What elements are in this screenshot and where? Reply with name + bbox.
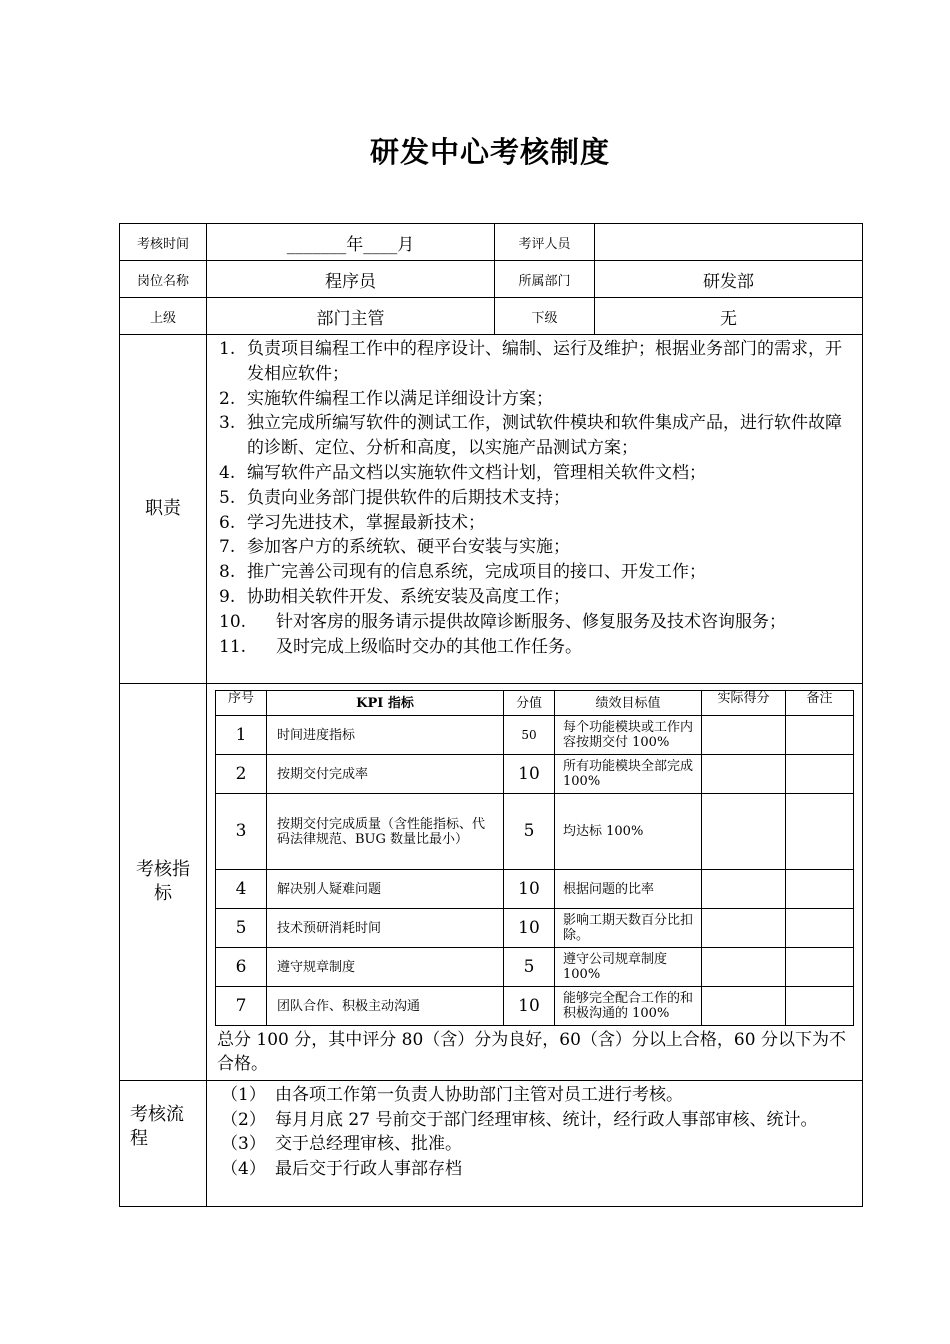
kpi-header-remark: 备注 xyxy=(786,691,854,716)
table-row: 2 按期交付完成率 10 所有功能模块全部完成 100% xyxy=(216,755,854,794)
process-item: （4） 最后交于行政人事部存档 xyxy=(221,1158,462,1179)
document-title: 研发中心考核制度 xyxy=(369,135,610,169)
table-row: 4 解决别人疑难问题 10 根据问题的比率 xyxy=(216,870,854,909)
kpi-label-line2: 标 xyxy=(154,883,172,904)
duty-item: 1. 负责项目编程工作中的程序设计、编制、运行及维护；根据业务部门的需求，开发相应软件； xyxy=(219,339,842,384)
process-item: （2） 每月月底 27 号前交于部门经理审核、统计，经行政人事部审核、统计。 xyxy=(221,1109,818,1130)
kpi-header-seq: 序号 xyxy=(216,691,267,716)
superior-value: 部门主管 xyxy=(207,298,495,335)
duty-item: 8. 推广完善公司现有的信息系统，完成项目的接口、开发工作； xyxy=(219,562,706,583)
time-value: _______年____月 xyxy=(207,224,495,261)
kpi-label-line1: 考核指 xyxy=(136,859,190,880)
position-value: 程序员 xyxy=(207,261,495,298)
duty-item: 3. 独立完成所编写软件的测试工作，测试软件模块和软件集成产品，进行软件故障的诊断、定位、分析和高度，以实施产品测试方案； xyxy=(219,413,842,459)
kpi-header-actual: 实际得分 xyxy=(702,691,786,716)
process-item: （3） 交于总经理审核、批准。 xyxy=(221,1134,462,1154)
table-row: 7 团队合作、积极主动沟通 10 能够完全配合工作的和积极沟通的 100% xyxy=(216,987,854,1026)
duties-list xyxy=(207,335,863,684)
subordinate-value: 无 xyxy=(595,298,863,335)
subordinate-label: 下级 xyxy=(495,298,595,335)
duties-label: 职责 xyxy=(120,335,207,684)
position-label: 岗位名称 xyxy=(120,261,207,298)
table-row: 3 按期交付完成质量（含性能指标、代码法律规范、BUG 数量比最小） 5 均达标 100% xyxy=(216,794,854,870)
kpi-label xyxy=(120,684,207,1081)
kpi-header-name: KPI 指标 xyxy=(267,691,504,716)
duty-item: 9. 协助相关软件开发、系统安装及高度工作； xyxy=(219,586,570,607)
table-row: 5 技术预研消耗时间 10 影响工期天数百分比扣除。 xyxy=(216,909,854,948)
duty-item: 4. 编写软件产品文档以实施软件文档计划，管理相关软件文档； xyxy=(219,462,706,483)
process-label-line2: 程 xyxy=(130,1128,148,1149)
total-score-note: 总分 100 分，其中评分 80（含）分为良好，60（含）分以上合格，60 分以下为不合格。 xyxy=(217,1030,846,1074)
process-label-line1: 考核流 xyxy=(130,1104,184,1125)
dept-label: 所属部门 xyxy=(495,261,595,298)
kpi-header-target: 绩效目标值 xyxy=(555,691,702,716)
table-row: 6 遵守规章制度 5 遵守公司规章制度 100% xyxy=(216,948,854,987)
duty-item: 11. 及时完成上级临时交办的其他工作任务。 xyxy=(219,636,582,657)
dept-value: 研发部 xyxy=(595,261,863,298)
table-row: 1 时间进度指标 50 每个功能模块或工作内容按期交付 100% xyxy=(216,716,854,755)
process-label xyxy=(120,1081,207,1207)
kpi-header-row xyxy=(216,691,854,716)
duty-item: 6. 学习先进技术，掌握最新技术； xyxy=(219,512,485,533)
process-item: （1） 由各项工作第一负责人协助部门主管对员工进行考核。 xyxy=(221,1085,683,1105)
time-label: 考核时间 xyxy=(120,224,207,261)
kpi-table xyxy=(215,690,854,1026)
duty-item: 2. 实施软件编程工作以满足详细设计方案； xyxy=(219,388,553,409)
kpi-section xyxy=(207,684,863,1081)
duty-item: 5. 负责向业务部门提供软件的后期技术支持； xyxy=(219,487,570,508)
duty-item: 10. 针对客房的服务请示提供故障诊断服务、修复服务及技术咨询服务； xyxy=(219,611,786,632)
superior-label: 上级 xyxy=(120,298,207,335)
assessment-table xyxy=(119,223,863,1207)
reviewer-label: 考评人员 xyxy=(495,224,595,261)
reviewer-value xyxy=(595,224,863,261)
duty-item: 7. 参加客户方的系统软、硬平台安装与实施； xyxy=(219,537,570,558)
process-list xyxy=(207,1081,863,1207)
kpi-header-score: 分值 xyxy=(504,691,555,716)
